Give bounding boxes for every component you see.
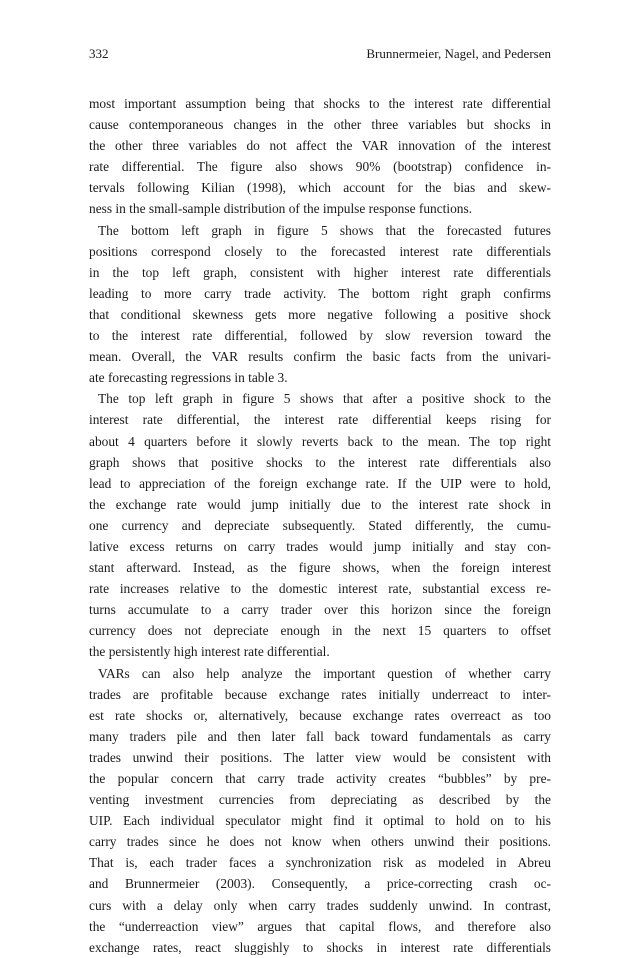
text-line: many traders pile and then later fall back toward fundamentals as carry [89,728,551,744]
text-line: and Brunnermeier (2003). Consequently, a price-correcting crash oc- [89,876,551,892]
text-line: est rate shocks or, alternatively, because exchange rates overreact as too [89,707,551,723]
text-line: the other three variables do not affect the VAR innovation of the interest [89,138,551,154]
text-line: rate increases relative to the domestic interest rate, substantial excess re- [89,581,551,597]
text-line: turns accumulate to a carry trader over this horizon since the foreign [89,602,551,618]
text-line: VARs can also help analyze the important question of whether carry [98,665,551,681]
text-line: most important assumption being that shocks to the interest rate differential [89,96,551,111]
text-line: in the top left graph, consistent with higher interest rate differentials [89,264,551,280]
text-line: that conditional skewness gets more negative following a positive shock [89,306,551,322]
text-line: rate differential. The figure also shows 90% (bootstrap) confidence in- [89,159,551,175]
text-line: tervals following Kilian (1998), which account for the bias and skew- [89,180,551,196]
text-line: the “underreaction view” argues that capital flows, and therefore also [89,918,551,934]
running-head [89,45,551,63]
text-line: That is, each trader faces a synchronization risk as modeled in Abreu [89,855,551,871]
text-line: stant afterward. Instead, as the figure shows, when the foreign interest [89,560,551,576]
text-line: cause contemporaneous changes in the other three variables but shocks in [89,117,551,133]
text-line: ness in the small-sample distribution of the impulse response functions. [89,201,473,217]
text-line: The bottom left graph in figure 5 shows that the forecasted futures [98,222,551,238]
text-line: one currency and depreciate subsequently. Stated differently, the cumu- [89,517,551,533]
running-title: Brunnermeier, Nagel, and Pedersen [366,46,551,61]
text-line: positions correspond closely to the forecasted interest rate differentials [89,243,551,259]
text-line: trades unwind their positions. The latter view would be consistent with [89,749,551,765]
page-number: 332 [89,46,109,61]
text-line: trades are profitable because exchange rates initially underreact to inter- [89,686,551,702]
text-line: to the interest rate differential, followed by slow reversion toward the [89,328,551,344]
text-line: venting investment currencies from depreciating as described by the [89,792,551,808]
text-line: exchange rates, react sluggishly to shocks in interest rate differentials [89,939,551,955]
text-line: lead to appreciation of the foreign exchange rate. If the UIP were to hold, [89,475,551,491]
text-line: curs with a delay only when carry trades suddenly unwind. In contrast, [89,897,551,913]
text-line: about 4 quarters before it slowly reverts back to the mean. The top right [89,433,551,449]
text-line: currency does not depreciate enough in the next 15 quarters to offset [89,623,551,639]
text-line: ate forecasting regressions in table 3. [89,370,288,386]
text-line: the popular concern that carry trade activity creates “bubbles” by pre- [89,771,551,786]
text-line: lative excess returns on carry trades would jump initially and stay con- [89,538,551,554]
text-line: carry trades since he does not know when others unwind their positions. [89,834,551,850]
text-line: The top left graph in figure 5 shows that after a positive shock to the [98,391,551,407]
body-text [89,93,551,958]
text-line: interest rate differential, the interest rate differential keeps rising for [89,412,551,428]
text-line: UIP. Each individual speculator might find it optimal to hold on to his [89,813,551,829]
text-line: mean. Overall, the VAR results confirm the basic facts from the univari- [89,349,551,365]
text-line: leading to more carry trade activity. The bottom right graph confirms [89,285,551,301]
text-line: the persistently high interest rate differential. [89,644,330,660]
text-line: graph shows that positive shocks to the interest rate differentials also [89,454,551,470]
text-line: the exchange rate would jump initially due to the interest rate shock in [89,496,551,512]
